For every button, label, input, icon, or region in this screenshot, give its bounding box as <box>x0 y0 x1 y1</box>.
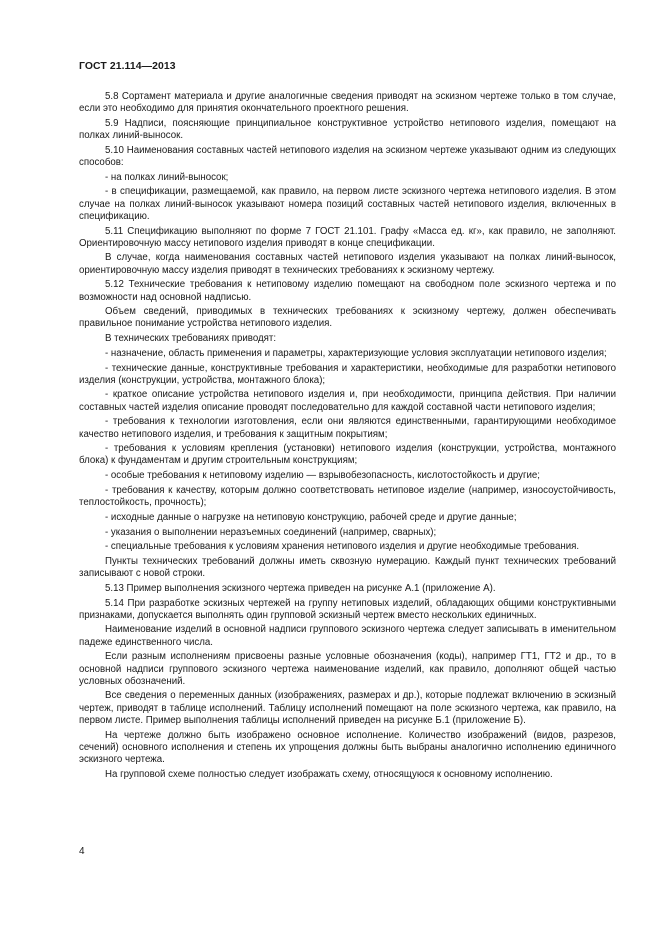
page-number: 4 <box>79 846 85 857</box>
list-item-technical-data: - технические данные, конструктивные требования и характеристики, необходимые для разработки нетипового изделия (конструкции, устройства, монтажного блока); <box>79 362 616 386</box>
paragraph-numbering: Пункты технических требований должны иметь сквозную нумерацию. Каждый пункт технических требований записывают с новой строки. <box>79 555 616 580</box>
paragraph-codes: Если разным исполнениям присвоены разные условные обозначения (коды), например ГТ1, ГТ2 и др., то в основной надписи группового эскизного чертежа наименование изделий, как правило, дополняют общей частью условных обозначений. <box>79 651 616 687</box>
paragraph-5-12: 5.12 Технические требования к нетиповому изделию помещают на свободном поле эскизного чертежа и по возможности над основной надписью. <box>79 279 616 303</box>
list-item-purpose: - назначение, область применения и параметры, характеризующие условия эксплуатации нетипового изделия; <box>105 347 607 359</box>
paragraph-name-case: Наименование изделий в основной надписи группового эскизного чертежа следует записывать в именительном падеже единственного числа. <box>79 624 616 648</box>
list-item-specification: - в спецификации, размещаемой, как правило, на первом листе эскизного чертежа нетипового изделия. В этом случае на полках линий-выносок указывают номера позиций составных частей нетипового изделия, включенных в спецификацию. <box>79 186 616 222</box>
standard-code-header: ГОСТ 21.114—2013 <box>79 61 176 72</box>
paragraph-volume-of-info: Объем сведений, приводимых в технических требованиях к эскизному чертежу, должен обеспечивать правильное понимание устройства нетипового изделия. <box>79 306 616 330</box>
paragraph-variable-data: Все сведения о переменных данных (изображениях, размерах и др.), которые подлежат включению в эскизный чертеж, приводят в таблице исполнений. Таблицу исполнений помещают на поле эскизного чертежа, как правило, на первом листе. Пример выполнения таблицы исполнений приведен на рисунке Б.1 (приложение Б). <box>79 690 616 726</box>
paragraph-5-9: 5.9 Надписи, поясняющие принципиальное конструктивное устройство нетипового изделия, помещают на полках линий-выносок. <box>79 117 616 142</box>
paragraph-5-13: 5.13 Пример выполнения эскизного чертежа приведен на рисунке А.1 (приложение А). <box>105 582 496 594</box>
list-item-load-data: - исходные данные о нагрузке на нетиповую конструкцию, рабочей среде и другие данные; <box>105 511 517 523</box>
list-item-special-requirements: - особые требования к нетиповому изделию — взрывобезопасность, кислотостойкость и другие; <box>105 470 541 482</box>
paragraph-mass-note: В случае, когда наименования составных частей нетипового изделия указывают на полках линий-выносок, ориентировочную массу изделия приводят в технических требованиях к эскизному чертежу. <box>79 252 616 276</box>
paragraph-5-8: 5.8 Сортамент материала и другие аналогичные сведения приводят на эскизном чертеже только в том случае, если это необходимо для принятия окончательного проектного решения. <box>79 91 616 115</box>
paragraph-main-version: На чертеже должно быть изображено основное исполнение. Количество изображений (видов, разрезов, сечений) основного исполнения и степень их упрощения должны быть выбраны аналогично исполнению единичного эскизного чертежа. <box>79 729 616 765</box>
list-item-manufacturing: - требования к технологии изготовления, если они являются единственными, гарантирующими необходимое качество нетипового изделия, и требования к защитным покрытиям; <box>79 416 616 440</box>
list-item-joints: - указания о выполнении неразъемных соединений (например, сварных); <box>105 526 437 538</box>
paragraph-tech-requirements-intro: В технических требованиях приводят: <box>105 333 277 345</box>
paragraph-5-10: 5.10 Наименования составных частей нетипового изделия на эскизном чертеже указывают одним из следующих способов: <box>79 144 616 169</box>
list-item-fastening: - требования к условиям крепления (установки) нетипового изделия (конструкции, устройства, монтажного блока) к фундаментам и другим строительным конструкциям; <box>79 443 616 467</box>
list-item-leader-shelves: - на полках линий-выносок; <box>105 171 229 183</box>
paragraph-5-11: 5.11 Спецификацию выполняют по форме 7 ГОСТ 21.101. Графу «Масса ед. кг», как правило, не заполняют. Ориентировочную массу нетипового изделия приводят в конце спецификации. <box>79 225 616 249</box>
document-body <box>79 91 616 783</box>
paragraph-5-14: 5.14 При разработке эскизных чертежей на группу нетиповых изделий, обладающих общими конструктивными признаками, допускается выполнять один групповой эскизный чертеж вместо нескольких единичных. <box>79 597 616 621</box>
list-item-quality: - требования к качеству, которым должно соответствовать нетиповое изделие (например, износоустойчивость, теплостойкость, прочность); <box>79 484 616 509</box>
paragraph-group-scheme: На групповой схеме полностью следует изображать схему, относящуюся к основному исполнению. <box>105 768 553 780</box>
list-item-storage: - специальные требования к условиям хранения нетипового изделия и другие необходимые требования. <box>105 541 580 553</box>
list-item-description: - краткое описание устройства нетипового изделия и, при необходимости, принципа действия. При наличии составных частей изделия описание проводят последовательно для каждой составной части нетипового изделия; <box>79 389 616 413</box>
